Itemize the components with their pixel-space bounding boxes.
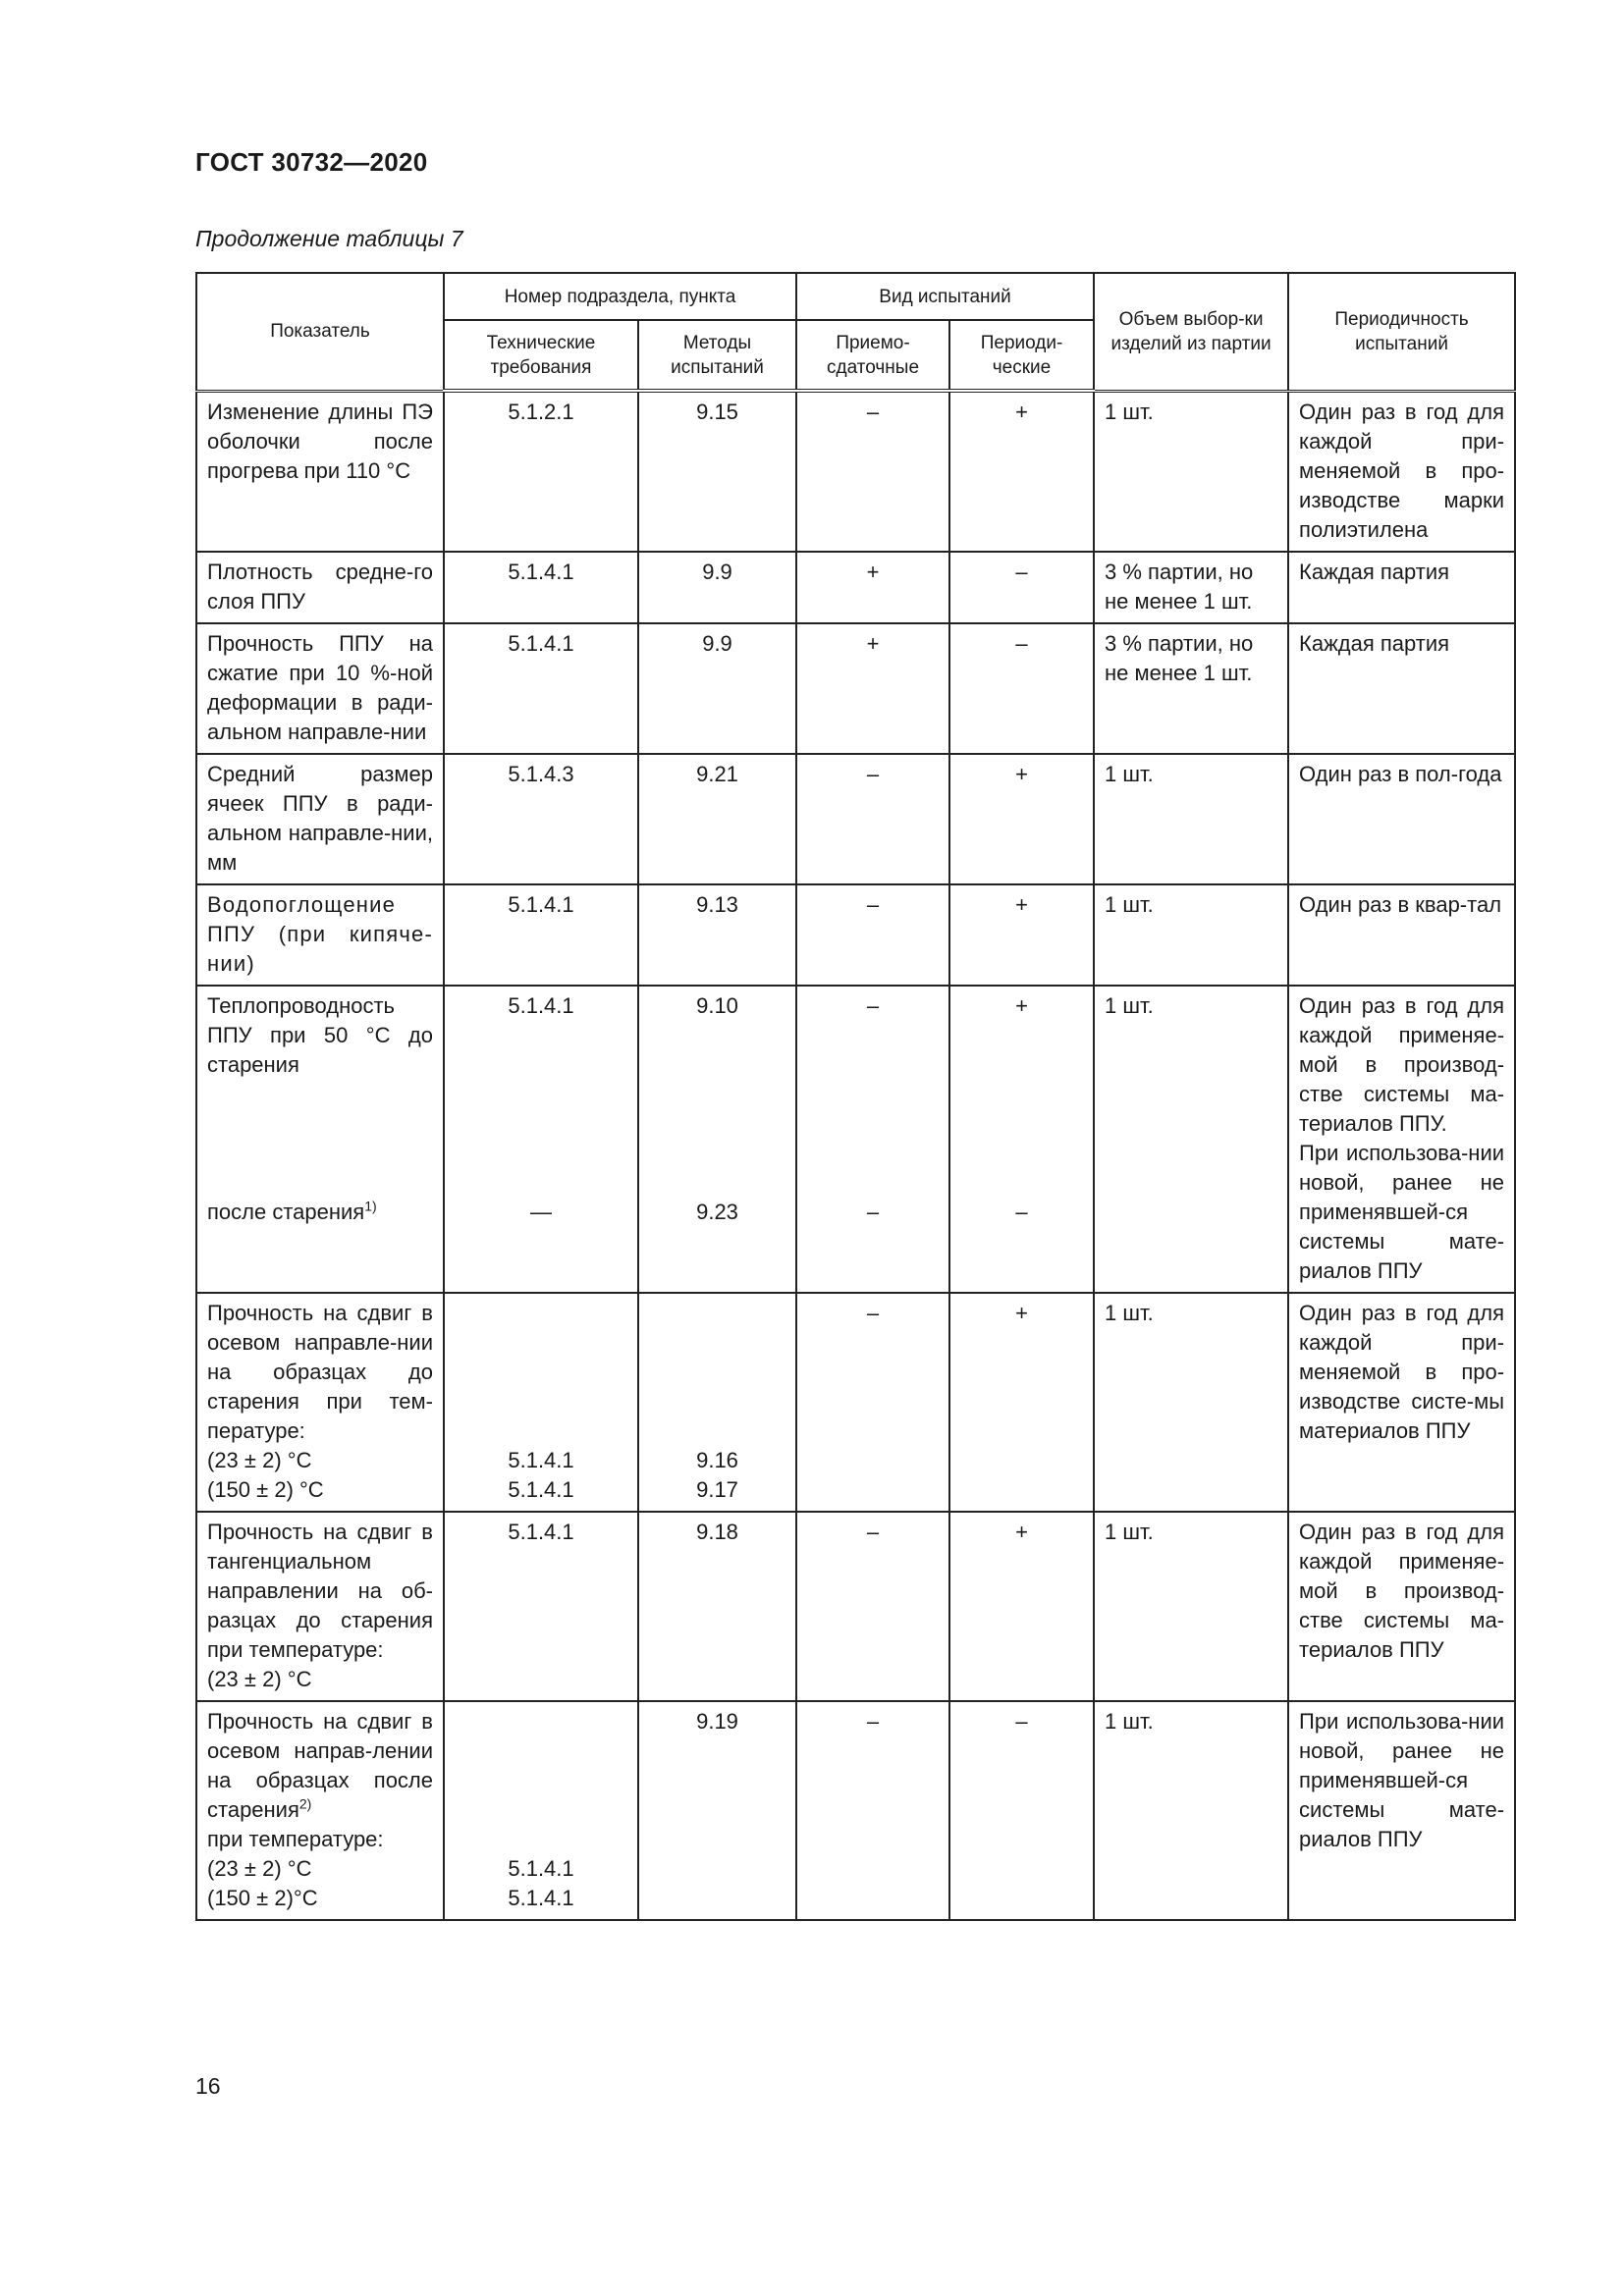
table-row	[196, 1293, 1515, 1512]
cell-acceptance: –	[796, 1512, 949, 1701]
table-row	[196, 1512, 1515, 1701]
cell-periodic: +	[949, 1512, 1094, 1701]
cell-periodicity: Один раз в год для каждой при-меняемой в про-изводстве марки полиэтилена	[1288, 391, 1515, 552]
cell-method: 9.16 9.17	[638, 1293, 796, 1512]
header-test-methods: Методы испытаний	[638, 320, 796, 391]
cell-periodic: +	[949, 391, 1094, 552]
cell-acceptance: – –	[796, 986, 949, 1293]
cell-volume: 1 шт.	[1094, 391, 1288, 552]
table-row	[196, 623, 1515, 754]
cell-indicator: Прочность на сдвиг в осевом направле-нии на образцах до старения при тем-пературе: (23 ± 2) °С (150 ± 2) °С	[196, 1293, 444, 1512]
cell-indicator: Прочность ППУ на сжатие при 10 %-ной деформации в ради-альном направле-нии	[196, 623, 444, 754]
cell-acceptance: –	[796, 391, 949, 552]
cell-indicator	[196, 986, 444, 1293]
cell-periodic: +	[949, 884, 1094, 986]
table-caption: Продолжение таблицы 7	[195, 226, 463, 251]
cell-volume: 1 шт.	[1094, 754, 1288, 884]
cell-acceptance: –	[796, 754, 949, 884]
cell-volume: 1 шт.	[1094, 986, 1288, 1293]
cell-indicator: Прочность на сдвиг в осевом направ-лении на образцах после старения$^{2)}$ при температуре: (23 ± 2) °С (150 ± 2)°С	[196, 1701, 444, 1920]
cell-tech-req: 5.1.4.3	[444, 754, 638, 884]
cell-acceptance: –	[796, 1701, 949, 1920]
header-tech-req: Технические требования	[444, 320, 638, 391]
cell-periodic: –	[949, 552, 1094, 623]
cell-periodic: +	[949, 754, 1094, 884]
page-number: 16	[195, 2073, 221, 2099]
cell-periodicity: Один раз в год для каждой применяе-мой в производ-стве системы ма-териалов ППУ. При использова-нии новой, ранее не применявшей-ся системы мате-риалов ППУ	[1288, 986, 1515, 1293]
header-acceptance: Приемо-сдаточные	[796, 320, 949, 391]
cell-method: 9.13	[638, 884, 796, 986]
cell-acceptance: –	[796, 884, 949, 986]
cell-periodicity: Один раз в квар-тал	[1288, 884, 1515, 986]
cell-indicator: Средний размер ячеек ППУ в ради-альном направле-нии, мм	[196, 754, 444, 884]
cell-tech-req: 5.1.2.1	[444, 391, 638, 552]
cell-acceptance: +	[796, 552, 949, 623]
table-row	[196, 1701, 1515, 1920]
cell-periodic: –	[949, 1701, 1094, 1920]
cell-tech-req: 5.1.4.1	[444, 884, 638, 986]
cell-method: 9.9	[638, 623, 796, 754]
cell-periodicity: Один раз в год для каждой при-меняемой в про-изводстве систе-мы материалов ППУ	[1288, 1293, 1515, 1512]
cell-method: 9.9	[638, 552, 796, 623]
footnote-mark: 1)	[364, 1198, 377, 1214]
cell-method: 9.21	[638, 754, 796, 884]
cell-periodicity: Каждая партия	[1288, 552, 1515, 623]
cell-method: 9.15	[638, 391, 796, 552]
cell-volume: 3 % партии, но не менее 1 шт.	[1094, 552, 1288, 623]
cell-periodicity: При использова-нии новой, ранее не применявшей-ся системы мате-риалов ППУ	[1288, 1701, 1515, 1920]
cell-indicator: Изменение длины ПЭ оболочки после прогрева при 110 °С	[196, 391, 444, 552]
cell-volume: 1 шт.	[1094, 1512, 1288, 1701]
cell-periodic: +	[949, 1293, 1094, 1512]
cell-periodicity: Один раз в год для каждой применяе-мой в производ-стве системы ма-териалов ППУ	[1288, 1512, 1515, 1701]
table-row	[196, 754, 1515, 884]
table-row	[196, 986, 1515, 1293]
cell-acceptance: –	[796, 1293, 949, 1512]
header-section-group: Номер подраздела, пункта	[444, 273, 796, 320]
header-indicator: Показатель	[196, 273, 444, 391]
cell-tech-req: 5.1.4.1 5.1.4.1	[444, 1293, 638, 1512]
cell-volume: 3 % партии, но не менее 1 шт.	[1094, 623, 1288, 754]
test-table	[195, 272, 1516, 1921]
header-periodic: Периоди-ческие	[949, 320, 1094, 391]
document-header: ГОСТ 30732—2020	[195, 147, 428, 177]
cell-periodic: + –	[949, 986, 1094, 1293]
header-sample-volume: Объем выбор-ки изделий из партии	[1094, 273, 1288, 391]
cell-tech-req: 5.1.4.1 —	[444, 986, 638, 1293]
cell-volume: 1 шт.	[1094, 884, 1288, 986]
cell-indicator: Водопоглощение ППУ (при кипяче-нии)	[196, 884, 444, 986]
cell-method: 9.18	[638, 1512, 796, 1701]
indicator-after-aging: после старения$^{1)}$	[207, 1198, 377, 1224]
cell-tech-req: 5.1.4.1	[444, 623, 638, 754]
cell-method: 9.19	[638, 1701, 796, 1920]
footnote-mark: 2)	[298, 1795, 312, 1812]
header-test-type-group: Вид испытаний	[796, 273, 1094, 320]
table-row	[196, 391, 1515, 552]
cell-tech-req: 5.1.4.1	[444, 552, 638, 623]
cell-tech-req: 5.1.4.1 5.1.4.1	[444, 1701, 638, 1920]
cell-acceptance: +	[796, 623, 949, 754]
cell-periodic: –	[949, 623, 1094, 754]
indicator-before-aging: Теплопроводность ППУ при 50 °С до старения	[207, 992, 433, 1077]
cell-tech-req: 5.1.4.1	[444, 1512, 638, 1701]
table-row	[196, 552, 1515, 623]
cell-indicator: Прочность на сдвиг в тангенциальном направлении на об-разцах до старения при температуре: (23 ± 2) °С	[196, 1512, 444, 1701]
cell-volume: 1 шт.	[1094, 1293, 1288, 1512]
cell-indicator: Плотность средне-го слоя ППУ	[196, 552, 444, 623]
cell-periodicity: Каждая партия	[1288, 623, 1515, 754]
header-periodicity: Периодичность испытаний	[1288, 273, 1515, 391]
cell-volume: 1 шт.	[1094, 1701, 1288, 1920]
table-row	[196, 884, 1515, 986]
cell-method: 9.10 9.23	[638, 986, 796, 1293]
cell-periodicity: Один раз в пол-года	[1288, 754, 1515, 884]
